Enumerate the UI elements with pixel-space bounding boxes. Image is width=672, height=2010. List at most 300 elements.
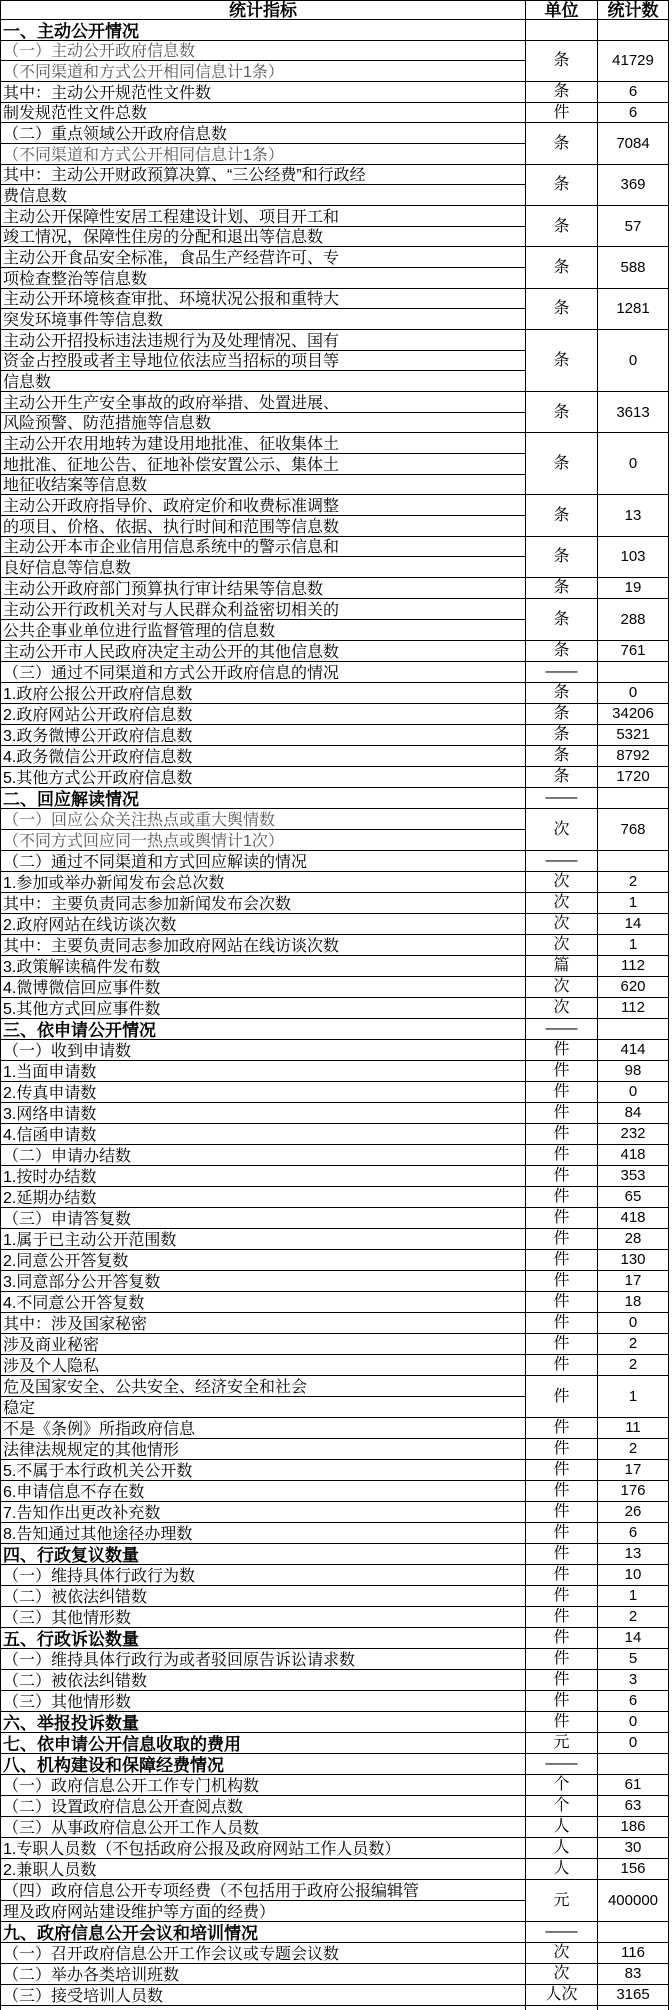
table-row — [1, 1522, 669, 1543]
column-header-unit: 单位 — [526, 1, 598, 20]
unit-cell: 件 — [526, 1690, 598, 1711]
unit-cell: 件 — [526, 1585, 598, 1606]
unit-cell: 条 — [526, 598, 598, 640]
indicator-cell: 费信息数 — [1, 185, 526, 206]
table-row — [1, 1165, 669, 1186]
indicator-cell: （二）被依法纠错数 — [1, 1585, 526, 1606]
indicator-cell: （不同渠道和方式公开相同信息计1条） — [1, 144, 526, 165]
count-cell: 5 — [598, 1648, 669, 1669]
count-cell — [598, 1753, 669, 1774]
indicator-cell: 4.信函申请数 — [1, 1123, 526, 1144]
count-cell: 1720 — [598, 766, 669, 787]
unit-cell: 条 — [526, 682, 598, 703]
indicator-cell: 涉及商业秘密 — [1, 1333, 526, 1354]
indicator-cell: （一）政府信息公开工作专门机构数 — [1, 1774, 526, 1795]
indicator-cell: 1.属于已主动公开范围数 — [1, 1228, 526, 1249]
unit-cell: 条 — [526, 206, 598, 247]
indicator-cell: （二）被依法纠错数 — [1, 1669, 526, 1690]
unit-cell: 件 — [526, 1333, 598, 1354]
table-row — [1, 745, 669, 766]
indicator-cell: 主动公开市人民政府决定主动公开的其他信息数 — [1, 640, 526, 661]
indicator-cell: 风险预警、防范措施等信息数 — [1, 412, 526, 433]
unit-cell: 条 — [526, 536, 598, 577]
indicator-cell: 资金占控股或者主导地位依法应当招标的项目等 — [1, 350, 526, 371]
table-row — [1, 1207, 669, 1228]
unit-cell: 元 — [526, 1879, 598, 1921]
unit-cell: 次 — [526, 1963, 598, 1984]
indicator-cell: 主动公开行政机关对与人民群众利益密切相关的 — [1, 598, 526, 619]
count-cell: 57 — [598, 206, 669, 247]
table-row — [1, 1795, 669, 1816]
indicator-cell: 地批准、征地公告、征地补偿安置公示、集体土 — [1, 454, 526, 475]
table-row — [1, 1144, 669, 1165]
indicator-cell: （一）召开政府信息公开工作会议或专题会议数 — [1, 1942, 526, 1963]
indicator-cell: 2.传真申请数 — [1, 1081, 526, 1102]
table-row — [1, 913, 669, 934]
count-cell: 414 — [598, 1039, 669, 1060]
indicator-cell: （不同方式回应同一热点或舆情计1次） — [1, 829, 526, 850]
table-row — [1, 1438, 669, 1459]
indicator-cell: 1.按时办结数 — [1, 1165, 526, 1186]
indicator-cell: 2.政府网站公开政府信息数 — [1, 703, 526, 724]
indicator-cell: 危及国家安全、公共安全、经济安全和社会 — [1, 1375, 526, 1396]
table-row — [1, 1375, 669, 1396]
count-cell: 98 — [598, 1060, 669, 1081]
unit-cell: 件 — [526, 1501, 598, 1522]
count-cell: 2 — [598, 871, 669, 892]
unit-cell: 次 — [526, 871, 598, 892]
indicator-cell: 良好信息等信息数 — [1, 557, 526, 578]
table-row — [1, 1249, 669, 1270]
count-cell: 8792 — [598, 745, 669, 766]
table-row — [1, 1333, 669, 1354]
count-cell: 11 — [598, 1417, 669, 1438]
unit-cell: 件 — [526, 1144, 598, 1165]
section-title: 一、主动公开情况 — [1, 20, 526, 41]
count-cell — [598, 787, 669, 808]
unit-cell: 件 — [526, 1627, 598, 1648]
table-row — [1, 1585, 669, 1606]
indicator-cell: 公共企事业单位进行监督管理的信息数 — [1, 619, 526, 640]
indicator-cell: （一）回应公众关注热点或重大舆情数 — [1, 808, 526, 829]
unit-cell: 件 — [526, 1438, 598, 1459]
section-title: 二、回应解读情况 — [1, 787, 526, 808]
indicator-cell: 3.网络申请数 — [1, 1102, 526, 1123]
table-row — [1, 578, 669, 599]
unit-cell: 件 — [526, 1648, 598, 1669]
unit-cell: 件 — [526, 1711, 598, 1732]
section-row — [1, 1543, 669, 1564]
unit-cell: 件 — [526, 1270, 598, 1291]
unit-cell: 件 — [526, 1417, 598, 1438]
indicator-cell: 7.告知作出更改补充数 — [1, 1501, 526, 1522]
indicator-cell: （三）通过不同渠道和方式公开政府信息的情况 — [1, 661, 526, 682]
table-row — [1, 164, 669, 185]
unit-cell: 件 — [526, 1039, 598, 1060]
unit-cell: 件 — [526, 1606, 598, 1627]
unit-cell: 件 — [526, 1249, 598, 1270]
table-row — [1, 1837, 669, 1858]
unit-cell: 次 — [526, 934, 598, 955]
unit-cell: —— — [526, 850, 598, 871]
unit-cell: 条 — [526, 703, 598, 724]
table-row — [1, 1102, 669, 1123]
table-row — [1, 682, 669, 703]
count-cell: 1 — [598, 1375, 669, 1417]
column-header-count: 统计数 — [598, 1, 669, 20]
unit-cell: 件 — [526, 1081, 598, 1102]
indicator-cell: （一）收到申请数 — [1, 1039, 526, 1060]
indicator-cell: 2.兼职人员数 — [1, 1858, 526, 1879]
table-row — [1, 1459, 669, 1480]
unit-cell: 条 — [526, 164, 598, 205]
unit-cell: 次 — [526, 892, 598, 913]
table-row — [1, 1060, 669, 1081]
indicator-cell: 3.政务微博公开政府信息数 — [1, 724, 526, 745]
count-cell: 186 — [598, 1816, 669, 1837]
section-row — [1, 1732, 669, 1753]
indicator-cell: （四）政府信息公开专项经费（不包括用于政府公报编辑管 — [1, 1879, 526, 1900]
table-continuation-line — [597, 2005, 598, 2010]
indicator-cell: 的项目、价格、依据、执行时间和范围等信息数 — [1, 516, 526, 537]
table-row — [1, 1879, 669, 1900]
unit-cell: 件 — [526, 1522, 598, 1543]
count-cell: 63 — [598, 1795, 669, 1816]
count-cell: 1 — [598, 1585, 669, 1606]
count-cell: 6 — [598, 102, 669, 123]
unit-cell: 件 — [526, 1186, 598, 1207]
table-row — [1, 1480, 669, 1501]
table-row — [1, 1816, 669, 1837]
unit-cell: 人 — [526, 1837, 598, 1858]
count-cell: 2 — [598, 1333, 669, 1354]
table-row — [1, 40, 669, 61]
table-row — [1, 850, 669, 871]
table-row — [1, 997, 669, 1018]
table-continuation-line — [668, 2005, 669, 2010]
count-cell: 0 — [598, 682, 669, 703]
count-cell: 30 — [598, 1837, 669, 1858]
count-cell: 588 — [598, 247, 669, 288]
count-cell: 176 — [598, 1480, 669, 1501]
table-row — [1, 766, 669, 787]
count-cell: 288 — [598, 598, 669, 640]
table-row — [1, 976, 669, 997]
table-row — [1, 1690, 669, 1711]
table-row — [1, 1312, 669, 1333]
unit-cell: 条 — [526, 40, 598, 81]
indicator-cell: 稳定 — [1, 1396, 526, 1417]
indicator-cell: 其中：主要负责同志参加新闻发布会次数 — [1, 892, 526, 913]
count-cell: 112 — [598, 955, 669, 976]
unit-cell — [526, 20, 598, 41]
indicator-cell: 制发规范性文件总数 — [1, 102, 526, 123]
unit-cell: 件 — [526, 1123, 598, 1144]
indicator-cell: 其中：主要负责同志参加政府网站在线访谈次数 — [1, 934, 526, 955]
table-row — [1, 808, 669, 829]
count-cell: 232 — [598, 1123, 669, 1144]
indicator-cell: （三）接受培训人员数 — [1, 1984, 526, 2005]
table-row — [1, 1291, 669, 1312]
count-cell: 18 — [598, 1291, 669, 1312]
unit-cell: 件 — [526, 1543, 598, 1564]
table-row — [1, 1081, 669, 1102]
table-row — [1, 1774, 669, 1795]
count-cell: 84 — [598, 1102, 669, 1123]
section-title: 八、机构建设和保障经费情况 — [1, 1753, 526, 1774]
table-row — [1, 1417, 669, 1438]
table-row — [1, 392, 669, 413]
table-row — [1, 892, 669, 913]
count-cell: 41729 — [598, 40, 669, 81]
count-cell: 0 — [598, 1312, 669, 1333]
unit-cell: —— — [526, 1921, 598, 1942]
indicator-cell: 其中：主动公开财政预算决算、“三公经费”和行政经 — [1, 164, 526, 185]
unit-cell: 次 — [526, 997, 598, 1018]
table-row — [1, 1669, 669, 1690]
table-row — [1, 1270, 669, 1291]
indicator-cell: 项检查整治等信息数 — [1, 268, 526, 289]
indicator-cell: 竣工情况，保障性住房的分配和退出等信息数 — [1, 226, 526, 247]
table-continuation-line — [525, 2005, 526, 2010]
count-cell: 353 — [598, 1165, 669, 1186]
count-cell: 28 — [598, 1228, 669, 1249]
indicator-cell: （一）维持具体行政行为或者驳回原告诉讼请求数 — [1, 1648, 526, 1669]
count-cell: 17 — [598, 1270, 669, 1291]
indicator-cell: 4.政务微信公开政府信息数 — [1, 745, 526, 766]
count-cell: 0 — [598, 1732, 669, 1753]
table-row — [1, 206, 669, 227]
table-row — [1, 288, 669, 309]
unit-cell: 次 — [526, 976, 598, 997]
unit-cell: 个 — [526, 1795, 598, 1816]
table-continuation-line — [0, 2005, 1, 2010]
count-cell: 369 — [598, 164, 669, 205]
table-row — [1, 598, 669, 619]
unit-cell: 次 — [526, 1942, 598, 1963]
table-row — [1, 955, 669, 976]
unit-cell: 件 — [526, 1312, 598, 1333]
table-row — [1, 1564, 669, 1585]
table-row — [1, 330, 669, 351]
unit-cell: 件 — [526, 1480, 598, 1501]
table-row — [1, 703, 669, 724]
table-row — [1, 1123, 669, 1144]
indicator-cell: 2.延期办结数 — [1, 1186, 526, 1207]
count-cell — [598, 1018, 669, 1039]
indicator-cell: 涉及个人隐私 — [1, 1354, 526, 1375]
unit-cell: 件 — [526, 102, 598, 123]
table-row — [1, 1501, 669, 1522]
table-row — [1, 123, 669, 144]
indicator-cell: 主动公开本市企业信用信息系统中的警示信息和 — [1, 536, 526, 557]
section-title: 七、依申请公开信息收取的费用 — [1, 1732, 526, 1753]
indicator-cell: 主动公开环境核查审批、环境状况公报和重特大 — [1, 288, 526, 309]
indicator-cell: 地征收结案等信息数 — [1, 474, 526, 495]
table-row — [1, 1942, 669, 1963]
indicator-cell: 法律法规规定的其他情形 — [1, 1438, 526, 1459]
count-cell: 3165 — [598, 1984, 669, 2005]
indicator-cell: 其中：涉及国家秘密 — [1, 1312, 526, 1333]
count-cell — [598, 20, 669, 41]
indicator-cell: （不同渠道和方式公开相同信息计1条） — [1, 61, 526, 82]
indicator-cell: 主动公开农用地转为建设用地批准、征收集体土 — [1, 433, 526, 454]
unit-cell: 篇 — [526, 955, 598, 976]
unit-cell: 条 — [526, 433, 598, 495]
indicator-cell: （二）通过不同渠道和方式回应解读的情况 — [1, 850, 526, 871]
indicator-cell: 主动公开生产安全事故的政府举措、处置进展、 — [1, 392, 526, 413]
unit-cell: 人 — [526, 1858, 598, 1879]
table-row — [1, 661, 669, 682]
indicator-cell: 突发环境事件等信息数 — [1, 309, 526, 330]
indicator-cell: 4.不同意公开答复数 — [1, 1291, 526, 1312]
indicator-cell: 1.政府公报公开政府信息数 — [1, 682, 526, 703]
count-cell: 7084 — [598, 123, 669, 164]
unit-cell: 次 — [526, 808, 598, 850]
table-row — [1, 433, 669, 454]
unit-cell: 次 — [526, 913, 598, 934]
unit-cell: 件 — [526, 1102, 598, 1123]
indicator-cell: 1.当面申请数 — [1, 1060, 526, 1081]
count-cell: 83 — [598, 1963, 669, 1984]
indicator-cell: （三）其他情形数 — [1, 1606, 526, 1627]
table-row — [1, 247, 669, 268]
count-cell: 130 — [598, 1249, 669, 1270]
unit-cell: 条 — [526, 330, 598, 392]
unit-cell: —— — [526, 1018, 598, 1039]
indicator-cell: 4.微博微信回应事件数 — [1, 976, 526, 997]
indicator-cell: 主动公开保障性安居工程建设计划、项目开工和 — [1, 206, 526, 227]
section-title: 五、行政诉讼数量 — [1, 1627, 526, 1648]
count-cell: 6 — [598, 82, 669, 103]
table-row — [1, 1228, 669, 1249]
section-title: 三、依申请公开情况 — [1, 1018, 526, 1039]
indicator-cell: 不是《条例》所指政府信息 — [1, 1417, 526, 1438]
unit-cell: —— — [526, 787, 598, 808]
indicator-cell: （一）主动公开政府信息数 — [1, 40, 526, 61]
indicator-cell: 主动公开食品安全标准，食品生产经营许可、专 — [1, 247, 526, 268]
table-row — [1, 871, 669, 892]
table-row — [1, 1606, 669, 1627]
table-row — [1, 640, 669, 661]
count-cell: 3 — [598, 1669, 669, 1690]
unit-cell: 条 — [526, 392, 598, 433]
count-cell: 10 — [598, 1564, 669, 1585]
unit-cell: 人次 — [526, 1984, 598, 2005]
count-cell: 13 — [598, 495, 669, 536]
unit-cell: 人 — [526, 1816, 598, 1837]
indicator-cell: 1.专职人员数（不包括政府公报及政府网站工作人员数） — [1, 1837, 526, 1858]
count-cell — [598, 850, 669, 871]
count-cell: 1 — [598, 934, 669, 955]
table-row — [1, 495, 669, 516]
count-cell: 2 — [598, 1354, 669, 1375]
count-cell: 0 — [598, 330, 669, 392]
indicator-cell: 理及政府网站建设维护等方面的经费） — [1, 1900, 526, 1921]
indicator-cell: （一）维持具体行政行为数 — [1, 1564, 526, 1585]
unit-cell: 件 — [526, 1564, 598, 1585]
count-cell: 768 — [598, 808, 669, 850]
section-row — [1, 1018, 669, 1039]
section-title: 四、行政复议数量 — [1, 1543, 526, 1564]
table-row — [1, 1984, 669, 2005]
count-cell: 112 — [598, 997, 669, 1018]
count-cell: 0 — [598, 1711, 669, 1732]
count-cell: 761 — [598, 640, 669, 661]
unit-cell: 条 — [526, 745, 598, 766]
count-cell: 1 — [598, 892, 669, 913]
indicator-cell: 主动公开政府部门预算执行审计结果等信息数 — [1, 578, 526, 599]
table-row — [1, 1648, 669, 1669]
unit-cell: 条 — [526, 288, 598, 329]
unit-cell: 条 — [526, 495, 598, 536]
count-cell: 3613 — [598, 392, 669, 433]
unit-cell: 条 — [526, 724, 598, 745]
unit-cell: 件 — [526, 1375, 598, 1417]
unit-cell: 条 — [526, 82, 598, 103]
unit-cell: 条 — [526, 123, 598, 164]
indicator-cell: 5.其他方式公开政府信息数 — [1, 766, 526, 787]
count-cell: 0 — [598, 433, 669, 495]
indicator-cell: 主动公开招投标违法违规行为及处理情况、国有 — [1, 330, 526, 351]
indicator-cell: 信息数 — [1, 371, 526, 392]
column-header-indicator: 统计指标 — [1, 1, 526, 20]
count-cell: 14 — [598, 913, 669, 934]
unit-cell: 件 — [526, 1669, 598, 1690]
count-cell: 2 — [598, 1606, 669, 1627]
section-row — [1, 787, 669, 808]
table-row — [1, 536, 669, 557]
indicator-cell: （三）从事政府信息公开工作人员数 — [1, 1816, 526, 1837]
section-row — [1, 1753, 669, 1774]
count-cell: 418 — [598, 1207, 669, 1228]
indicator-cell: （二）申请办结数 — [1, 1144, 526, 1165]
indicator-cell: 其中：主动公开规范性文件数 — [1, 82, 526, 103]
indicator-cell: 2.政府网站在线访谈次数 — [1, 913, 526, 934]
indicator-cell: 8.告知通过其他途径办理数 — [1, 1522, 526, 1543]
unit-cell: —— — [526, 661, 598, 682]
table-row — [1, 1963, 669, 1984]
count-cell: 1281 — [598, 288, 669, 329]
table-row — [1, 1039, 669, 1060]
unit-cell: 条 — [526, 640, 598, 661]
indicator-cell: 1.参加或举办新闻发布会总次数 — [1, 871, 526, 892]
table-row — [1, 934, 669, 955]
table-row — [1, 1186, 669, 1207]
count-cell: 103 — [598, 536, 669, 577]
count-cell: 620 — [598, 976, 669, 997]
section-row — [1, 20, 669, 41]
unit-cell: 件 — [526, 1354, 598, 1375]
count-cell: 19 — [598, 578, 669, 599]
indicator-cell: 2.同意公开答复数 — [1, 1249, 526, 1270]
unit-cell: 条 — [526, 247, 598, 288]
unit-cell: 条 — [526, 766, 598, 787]
table-row — [1, 82, 669, 103]
count-cell: 14 — [598, 1627, 669, 1648]
unit-cell: 件 — [526, 1459, 598, 1480]
count-cell: 2 — [598, 1438, 669, 1459]
indicator-cell: 3.政策解读稿件发布数 — [1, 955, 526, 976]
indicator-cell: （三）申请答复数 — [1, 1207, 526, 1228]
unit-cell: 件 — [526, 1060, 598, 1081]
indicator-cell: 主动公开政府指导价、政府定价和收费标准调整 — [1, 495, 526, 516]
unit-cell: 件 — [526, 1165, 598, 1186]
section-row — [1, 1627, 669, 1648]
count-cell: 156 — [598, 1858, 669, 1879]
count-cell: 17 — [598, 1459, 669, 1480]
count-cell: 61 — [598, 1774, 669, 1795]
